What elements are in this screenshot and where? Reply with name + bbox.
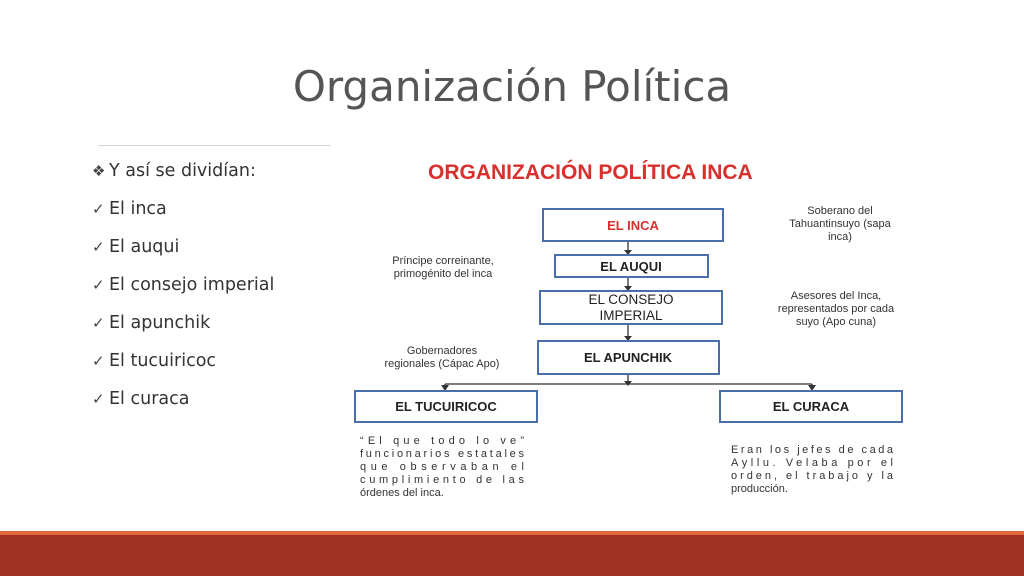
note-line: Asesores del Inca,: [790, 290, 882, 302]
node-label: EL AUQUI: [600, 259, 662, 274]
slide-title: Organización Política: [292, 62, 732, 111]
note-line: regionales (Cápac Apo): [384, 358, 500, 370]
note-line: representados por cada: [777, 303, 895, 315]
note-line: orden, el trabajo y la: [731, 470, 893, 482]
note-line: Soberano del: [807, 205, 873, 217]
bullet-text: El inca: [109, 199, 167, 219]
node-label: IMPERIAL: [599, 308, 663, 323]
note-line: funcionarios estatales: [360, 448, 524, 460]
node-apunchik: [538, 341, 719, 374]
note-line: Ayllu. Velaba por el: [731, 457, 893, 469]
node-curaca: [720, 391, 902, 422]
note-apunchik: [385, 345, 500, 370]
bullet-text: El curaca: [109, 389, 190, 409]
check-mark-icon: ✓: [92, 276, 105, 294]
bullet-text: Y así se dividían:: [109, 161, 256, 181]
check-mark-icon: ✓: [92, 390, 105, 408]
note-inca: [789, 205, 891, 243]
note-auqui: [392, 255, 494, 280]
note-line: inca): [828, 231, 852, 243]
bullet-text: El auqui: [109, 237, 180, 257]
check-mark-icon: ✓: [92, 200, 105, 218]
node-label: EL CONSEJO: [588, 292, 674, 307]
node-tucuiricoc: [355, 391, 537, 422]
note-line: Tahuantinsuyo (sapa: [789, 218, 891, 230]
node-inca: [543, 209, 723, 241]
note-line: Eran los jefes de cada: [731, 444, 893, 456]
note-line: suyo (Apo cuna): [795, 316, 877, 328]
footer-bar: [0, 535, 1024, 576]
node-auqui: [555, 255, 708, 277]
note-tucuiricoc: [360, 435, 525, 499]
note-line: cumplimiento de las: [360, 474, 524, 486]
note-line: que observaban el: [360, 461, 524, 473]
note-curaca: [731, 444, 894, 495]
bullet-text: El apunchik: [109, 313, 211, 333]
node-label: EL CURACA: [772, 399, 850, 414]
org-chart-heading: ORGANIZACIÓN POLÍTICA INCA: [428, 161, 753, 184]
note-consejo: [778, 290, 895, 328]
note-line: producción.: [731, 483, 788, 495]
note-line: primogénito del inca: [393, 268, 493, 280]
node-consejo: [540, 291, 722, 324]
check-mark-icon: ✓: [92, 352, 105, 370]
note-line: Príncipe correinante,: [392, 255, 494, 267]
bullet-text: El tucuiricoc: [109, 351, 217, 371]
check-mark-icon: ✓: [92, 314, 105, 332]
bullet-text: El consejo imperial: [109, 275, 275, 295]
note-line: órdenes del inca.: [360, 487, 444, 499]
check-mark-icon: ✓: [92, 238, 105, 256]
diamond-bullet-icon: ❖: [92, 162, 106, 180]
node-label: EL APUNCHIK: [583, 350, 673, 365]
node-label: EL INCA: [607, 218, 659, 233]
node-label: EL TUCUIRICOC: [395, 399, 497, 414]
note-line: “El que todo lo ve”: [360, 435, 524, 447]
note-line: Gobernadores: [406, 345, 478, 357]
